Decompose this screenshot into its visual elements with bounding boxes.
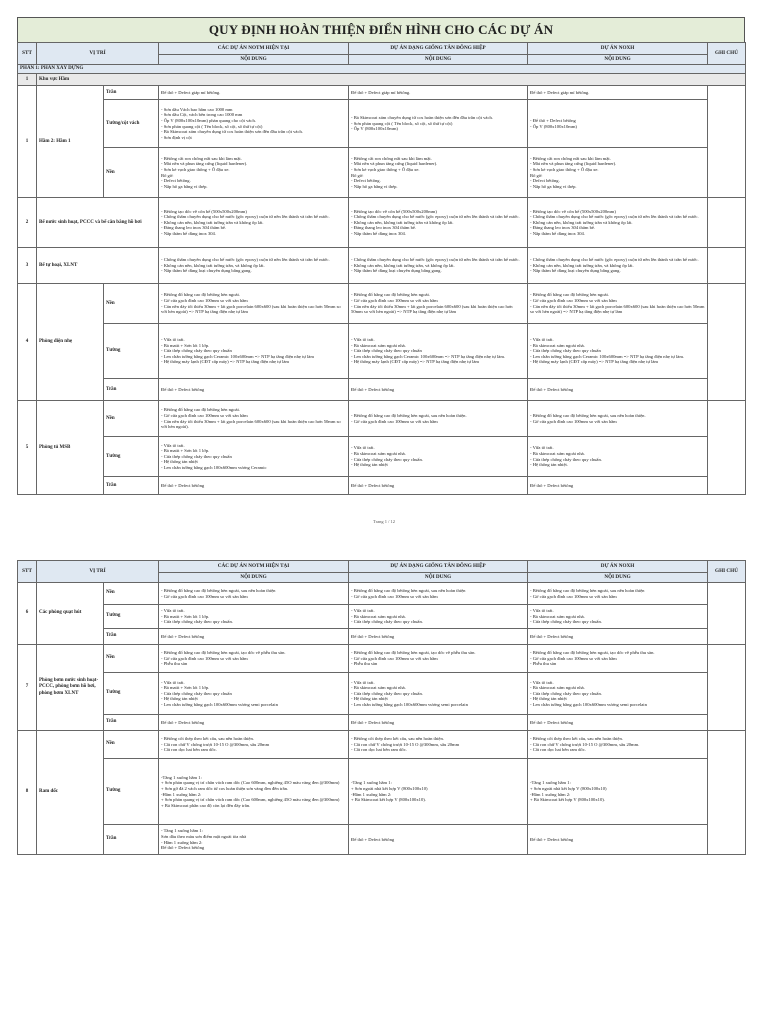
cell-noxh: - Bêtông đổ bằng cao độ bêtông hèn ngoài. - Gờ cửa gạch đinh cao 100mm so với sàn hầm - Cán nền dày tối thiểu 30mm + lát gạch porcelain 600x600 (sau khi hoàn thiện cao hơn 50mm so với hèn ngoài) => NTP hạ tầng điện nhẹ tự làm — [528, 284, 708, 324]
cell-ghichu — [708, 248, 746, 284]
cell-tan-dong-hiep: Để thô + Defect giáp mí bêtông. — [349, 86, 528, 100]
cell-noxh: - Vữa tô trát. - Bả skimcoat xám ngoài nhà. - Cửa thép chống cháy theo quy chuẩn - Len chân tường bằng gạch Ceramic 100x600mm => NTP hạ tầng điện nhẹ tự làm. - Hệ thống máy lạnh (CĐT cấp máy) => NTP hạ tầng điện nhẹ tự làm — [528, 324, 708, 379]
cell-noxh: Để thô + Defect bêtông — [528, 477, 708, 495]
cell-notm: - Bêtông tạo dốc về cốn bể (500x500x200mm) - Chống thấm chuyên dụng cho bể nước (gốc epoxy) cuộn từ nền lên thành và trần bể nước. - Không cán nền, không trát tường trần và không ốp lát. - Đảng thang leo inox 304 thăm bể. - Nắp thăm bể dùng inox 304. — [159, 198, 349, 248]
cell-noxh: - Bêtông cốt thép theo kết cấu, sau nền hoàn thiện. - Cắt ron chữ V chống trượt 10-15 O @300mm, sâu 20mm. - Cắt ron dọc hai bên ram dốc. — [528, 731, 708, 759]
cell-notm: -Tầng 1 xuống hầm 1: + Sơn phản quang vị trí chân vách ram dốc (Cao 600mm, nghiêng 45O màu vàng đen @300mm) + Sơn gờ đá 2 vách ram dốc từ cos hoàn thiện sơn vàng đen đến trần. -Hầm 1 xuống hầm 2: + Sơn phản quang vị trí chân vách ram dốc (Cao 600mm, nghiêng 45O màu vàng đen @300mm) + Bả Skimcoat phần cao độ còn lại đến đáy trần. — [159, 759, 349, 825]
finishing-table-page-2 — [17, 560, 746, 855]
cell-tan-dong-hiep: - Bêtông cắt ron chống nứt sau khi làm mặt. - Mài nền và phun tăng cứng (liquid hardener). - Sơn kẻ vạch giao thông + Ô đậu xe. Bố gờ: - Defect bêtông. - Nắp hố ga bằng vỉ thép. — [349, 148, 528, 198]
page-number: Trang 1 / 12 — [373, 519, 395, 524]
row-number: 5 — [18, 401, 37, 495]
header-ghichu: GHI CHÚ — [708, 561, 746, 583]
sub-location: Trần — [104, 379, 159, 401]
header-vitri: VỊ TRÍ — [37, 43, 159, 65]
sub-location: Nền — [104, 284, 159, 324]
sub-location: Tường — [104, 437, 159, 477]
cell-tan-dong-hiep: - Vữa tô trát. - Bả skimcoat xám ngoài nhà. - Cửa thép chống cháy theo quy chuẩn - Len chân tường bằng gạch Ceramic 100x600mm => NTP hạ tầng điện nhẹ tự làm. - Hệ thống máy lạnh (CĐT cấp máy) => NTP hạ tầng điện nhẹ tự làm — [349, 324, 528, 379]
cell-tan-dong-hiep: - Bêtông cốt thép theo kết cấu, sau nền hoàn thiện. - Cắt ron chữ V chống trượt 10-15 O @300mm, sâu 20mm - Cắt ron dọc hai bên ram dốc. — [349, 731, 528, 759]
cell-notm: - Sơn dầu Vách bao hầm cao 1000 mm - Sơn dầu Cột, vách bên trong cao 1000 mm - Ốp V (800x100x10mm) phản quang cho cột vách. - Sơn phản quang cột ( Tên block, số cột, số thứ tự cột) - Bả Skimcoat xám chuyên dụng từ cos hoàn thiện sơn đến đầu trần cột vách. - Sơn định vị cột — [159, 100, 349, 148]
sub-location: Tường — [104, 759, 159, 825]
header-noidung-b: NỘI DUNG — [349, 573, 528, 583]
location-name: Các phòng quạt hút — [37, 583, 104, 645]
sub-location: Nền — [104, 731, 159, 759]
cell-noxh: - Bêtông đổ bằng cao độ bêtông hèn ngoài, sau nền hoàn thiện - Gờ cửa gạch đinh cao 100mm so với sàn hầm — [528, 583, 708, 605]
header-col-a: CÁC DỰ ÁN NOTM HIỆN TẠI — [159, 561, 349, 573]
cell-tan-dong-hiep: Để thô + Defect bêtông — [349, 825, 528, 855]
cell-tan-dong-hiep: - Vữa tô trát. - Bả skimcoat xám ngoài nhà. - Cửa thép chống cháy theo quy chuẩn. - Hệ thống tản nhiệt - Len chân tường bằng gạch 100x600mm vương semi porcelain — [349, 673, 528, 715]
cell-ghichu — [708, 645, 746, 731]
cell-notm: Để thô + Defect bêtông — [159, 379, 349, 401]
cell-noxh: Để thô + Defect bêtông — [528, 629, 708, 645]
cell-notm: - Bêtông đổ bằng cao độ bêtông hèn ngoài. - Gờ cửa gạch đinh cao 100mm so với sàn hầm - Cán nền dày tối thiểu 30mm + lát gạch porcelain 600x600 (sau khi hoàn thiện cao hơn 50mm so với hèn ngoài). — [159, 401, 349, 437]
cell-notm: - Bêtông đổ bằng cao độ bêtông hèn ngoài, sau nền hoàn thiện - Gờ cửa gạch đinh cao 100mm so với sàn hầm — [159, 583, 349, 605]
cell-notm: - Vữa tô trát. - Bả matit + Sơn lót 1 lớp. - Cửa thép chống cháy theo quy chuẩn - Hệ thống tản nhiệt - Len chân tường bằng gạch 100x600mm vương Ceramic — [159, 437, 349, 477]
cell-notm: - Tầng 1 xuống hầm 1: Sơn dầu theo màu sơn điểm mặt ngoài tòa nhà - Hầm 1 xuống hầm 2: Để thô + Defect bêtông — [159, 825, 349, 855]
cell-noxh: - Vữa tô trát. - Bả skimcoat xám ngoài nhà. - Cửa thép chống cháy theo quy chuẩn. - Hệ thống tản nhiệt. — [528, 437, 708, 477]
cell-noxh: Để thô + Defect bêtông — [528, 825, 708, 855]
row-number: 8 — [18, 731, 37, 855]
header-stt: STT — [18, 561, 37, 583]
section-label: Khu vực Hầm — [37, 74, 746, 86]
header-col-a: CÁC DỰ ÁN NOTM HIỆN TẠI — [159, 43, 349, 55]
cell-ghichu — [708, 284, 746, 401]
sheet-page-1 — [17, 17, 745, 495]
header-noidung-c: NỘI DUNG — [528, 573, 708, 583]
header-col-b: DỰ ÁN DẠNG GIỐNG TÂN ĐÔNG HIỆP — [349, 43, 528, 55]
location-name: Phòng tủ MSB — [37, 401, 104, 495]
cell-ghichu — [708, 583, 746, 645]
cell-noxh: - Vữa tô trát. - Bả skimcoat xám ngoài nhà. - Cửa thép chống cháy theo quy chuẩn. — [528, 605, 708, 629]
cell-notm: - Bêtông cốt thép theo kết cấu, sau nền hoàn thiện. - Cắt ron chữ V chống trượt 10-15 O @300mm, sâu 20mm - Cắt ron dọc hai bên ram dốc. — [159, 731, 349, 759]
cell-notm: - Bêtông cắt ron chống nứt sau khi làm mặt. - Mài nền và phun tăng cứng (liquid hardener). - Sơn kẻ vạch giao thông + Ô đậu xe. Bố gờ: - Defect bêtông. - Nắp hố ga bằng vỉ thép. — [159, 148, 349, 198]
cell-tan-dong-hiep: Để thô + Defect bêtông — [349, 715, 528, 731]
sub-location: Trần — [104, 477, 159, 495]
cell-tan-dong-hiep: - Bêtông đổ bằng cao độ bêtông hèn ngoài, sau nền hoàn thiện - Gờ cửa gạch đinh cao 100mm so với sàn hầm — [349, 583, 528, 605]
finishing-table-page-1 — [17, 42, 746, 495]
row-number: 4 — [18, 284, 37, 401]
header-stt: STT — [18, 43, 37, 65]
cell-tan-dong-hiep: - Bêtông đổ bằng cao độ bêtông hèn ngoài. - Gờ cửa gạch đinh cao 100mm so với sàn hầm - Cán nền dày tối thiểu 30mm + lát gạch porcelain 600x600 (sau khi hoàn thiện cao hơn 50mm so với hèn ngoài) => NTP hạ tầng điện nhẹ tự làm — [349, 284, 528, 324]
location-name: Bể nước sinh hoạt, PCCC và bể cân bằng hồ bơi — [37, 198, 159, 248]
cell-tan-dong-hiep: Để thô + Defect bêtông — [349, 477, 528, 495]
sub-location: Tường — [104, 324, 159, 379]
cell-ghichu — [708, 731, 746, 855]
row-number: 1 — [18, 86, 37, 198]
cell-tan-dong-hiep: Để thô + Defect bêtông — [349, 629, 528, 645]
cell-notm: Để thô + Defect bêtông — [159, 715, 349, 731]
cell-tan-dong-hiep: - Vữa tô trát. - Bả skimcoat xám ngoài nhà. - Cửa thép chống cháy theo quy chuẩn. — [349, 605, 528, 629]
sub-location: Tường — [104, 605, 159, 629]
sub-location: Tường/cột vách — [104, 100, 159, 148]
header-noidung-c: NỘI DUNG — [528, 55, 708, 65]
cell-tan-dong-hiep: Để thô + Defect bêtông — [349, 379, 528, 401]
row-number: 3 — [18, 248, 37, 284]
sheet-page-2 — [17, 560, 745, 855]
cell-noxh: Để thô + Defect giáp mí bêtông. — [528, 86, 708, 100]
header-noidung-a: NỘI DUNG — [159, 55, 349, 65]
cell-tan-dong-hiep: - Bêtông đổ bằng cao độ bêtông hèn ngoài, tạo dốc về phễu thu sàn. - Gờ cửa gạch đinh cao 100mm so với sàn hầm - Phễu thu sàn — [349, 645, 528, 673]
cell-notm: - Vữa tô trát. - Bả matit + Sơn lót 1 lớp. - Cửa thép chống cháy theo quy chuẩn. — [159, 605, 349, 629]
header-noidung-b: NỘI DUNG — [349, 55, 528, 65]
location-name: Hầm 2: Hầm 1 — [37, 86, 104, 198]
header-vitri: VỊ TRÍ — [37, 561, 159, 583]
cell-ghichu — [708, 401, 746, 495]
cell-noxh: -Tầng 1 xuống hầm 1: + Sơn ngoài nhà kết hợp V (800x100x10) -Hầm 1 xuống hầm 2: + Bả Skimcoat kết hợp V (800x100x10). — [528, 759, 708, 825]
row-number: 2 — [18, 198, 37, 248]
cell-notm: - Bêtông đổ bằng cao độ bêtông hèn ngoài, tạo dốc về phễu thu sàn. - Gờ cửa gạch đinh cao 100mm so với sàn hầm - Phễu thu sàn — [159, 645, 349, 673]
sub-location: Tường — [104, 673, 159, 715]
header-col-c: DỰ ÁN NOXH — [528, 561, 708, 573]
location-name: Ram dốc — [37, 731, 104, 855]
cell-noxh: - Bêtông đổ bằng cao độ bêtông hèn ngoài, sau nền hoàn thiện. - Gờ cửa gạch đinh cao 100mm so với sàn hầm — [528, 401, 708, 437]
sub-location: Trần — [104, 86, 159, 100]
cell-notm: Để thô + Defect giáp mí bêtông. — [159, 86, 349, 100]
cell-tan-dong-hiep: - Bêtông đổ bằng cao độ bêtông hèn ngoài, sau nền hoàn thiện. - Gờ cửa gạch đinh cao 100mm so với sàn hầm — [349, 401, 528, 437]
cell-ghichu — [708, 86, 746, 198]
sub-location: Nền — [104, 645, 159, 673]
cell-notm: - Bêtông đổ bằng cao độ bêtông hèn ngoài. - Gờ cửa gạch đinh cao 100mm so với sàn hầm - Cán nền dày tối thiểu 30mm + lát gạch porcelain 600x600 (sau khi hoàn thiện cao hơn 50mm so với hèn ngoài) => NTP hạ tầng điện nhẹ tự làm — [159, 284, 349, 324]
cell-tan-dong-hiep: - Chống thấm chuyên dụng cho bể nước (gốc epoxy) cuộn từ nền lên thành và trần bể nước. - Không cán nền, không trát tường trần, và không ốp lát. - Nắp thăm bể dùng loại chuyên dụng bằng gang. — [349, 248, 528, 284]
cell-tan-dong-hiep: -Tầng 1 xuống hầm 1: + Sơn ngoài nhà kết hợp V (800x100x10) -Hầm 1 xuống hầm 2: + Bả Skimcoat kết hợp V (800x100x10). — [349, 759, 528, 825]
cell-noxh: - Vữa tô trát. - Bả skimcoat xám ngoài nhà. - Cửa thép chống cháy theo quy chuẩn. - Hệ thống tản nhiệt - Len chân tường bằng gạch 100x600mm vương semi porcelain — [528, 673, 708, 715]
sub-location: Trần — [104, 825, 159, 855]
document-title: QUY ĐỊNH HOÀN THIỆN ĐIỂN HÌNH CHO CÁC DỰ ÁN — [17, 17, 745, 42]
cell-noxh: - Để thô + Defect bêtông - Ốp V (800x100x10mm) — [528, 100, 708, 148]
location-name: Phòng bơm nước sinh hoạt-PCCC, phòng bơm hồ bơi, phòng bơm XLNT — [37, 645, 104, 731]
cell-ghichu — [708, 198, 746, 248]
header-ghichu: GHI CHÚ — [708, 43, 746, 65]
cell-tan-dong-hiep: - Bả Skimcoat xám chuyên dụng từ cos hoàn thiện sơn đến đầu trần cột vách. - Sơn phản quang cột ( Tên block, số cột, số thứ tự cột) - Ốp V (800x100x10mm) — [349, 100, 528, 148]
phase-label: PHẦN 1: PHẦN XÂY DỰNG — [18, 65, 746, 74]
cell-notm: - Chống thấm chuyên dụng cho bể nước (gốc epoxy) cuộn từ nền lên thành và trần bể nước. - Không cán nền, không trát tường trần, và không ốp lát. - Nắp thăm bể dùng loại chuyên dụng bằng gang. — [159, 248, 349, 284]
location-name: Phòng điện nhẹ — [37, 284, 104, 401]
cell-tan-dong-hiep: - Bêtông tạo dốc về cốn bể (500x500x200mm) - Chống thấm chuyên dụng cho bể nước (gốc epoxy) cuộn từ nền lên thành và trần bể nước. - Không cán nền, không trát tường trần và không ốp lát. - Đảng thang leo inox 304 thăm bể. - Nắp thăm bể dùng inox 304. — [349, 198, 528, 248]
header-col-b: DỰ ÁN DẠNG GIỐNG TÂN ĐÔNG HIỆP — [349, 561, 528, 573]
cell-notm: - Vữa tô trát. - Bả matit + Sơn lót 1 lớp. - Cửa thép chống cháy theo quy chuẩn - Len chân tường bằng gạch Ceramic 100x600mm => NTP hạ tầng điện nhẹ tự làm - Hệ thống máy lạnh (CĐT cấp máy) => NTP hạ tầng điện nhẹ tự làm — [159, 324, 349, 379]
cell-notm: Để thô + Defect bêtông — [159, 477, 349, 495]
sub-location: Trần — [104, 629, 159, 645]
cell-notm: - Vữa tô trát. - Bả matit + Sơn lót 1 lớp. - Cửa thép chống cháy theo quy chuẩn - Hệ thống tản nhiệt - Len chân tường bằng gạch 100x600mm vương semi porcelain — [159, 673, 349, 715]
cell-tan-dong-hiep: - Vữa tô trát. - Bả skimcoat xám ngoài nhà. - Cửa thép chống cháy theo quy chuẩn. - Hệ thống tản nhiệt — [349, 437, 528, 477]
row-number: 6 — [18, 583, 37, 645]
location-name: Bể tự hoại, XLNT — [37, 248, 159, 284]
row-number: 7 — [18, 645, 37, 731]
cell-noxh: - Chống thấm chuyên dụng cho bể nước (gốc epoxy) cuộn từ nền lên thành và trần bể nước. - Không cán nền, không trát tường trần, và không ốp lát. - Nắp thăm bể dùng loại chuyên dụng bằng gang. — [528, 248, 708, 284]
cell-noxh: - Bêtông cắt ron chống nứt sau khi làm mặt. - Mài nền và phun tăng cứng (liquid hardener). - Sơn kẻ vạch giao thông + Ô đậu xe. Bố gờ: - Defect bêtông. - Nắp hố ga bằng vỉ thép. — [528, 148, 708, 198]
sub-location: Nền — [104, 401, 159, 437]
cell-noxh: Để thô + Defect bêtông — [528, 715, 708, 731]
cell-noxh: Để thô + Defect bêtông — [528, 379, 708, 401]
cell-notm: Để thô + Defect bêtông — [159, 629, 349, 645]
sub-location: Trần — [104, 715, 159, 731]
header-noidung-a: NỘI DUNG — [159, 573, 349, 583]
section-number: 1 — [18, 74, 37, 86]
header-col-c: DỰ ÁN NOXH — [528, 43, 708, 55]
sub-location: Nền — [104, 148, 159, 198]
sub-location: Nền — [104, 583, 159, 605]
cell-noxh: - Bêtông tạo dốc về cốn bể (500x500x200mm) - Chống thấm chuyên dụng cho bể nước (gốc epoxy) cuộn từ nền lên thành và trần bể nước. - Không cán nền, không trát tường trần và không ốp lát. - Đảng thang leo inox 304 thăm bể. - Nắp thăm bể dùng inox 304. — [528, 198, 708, 248]
cell-noxh: - Bêtông đổ bằng cao độ bêtông hèn ngoài, tạo dốc về phễu thu sàn. - Gờ cửa gạch đinh cao 100mm so với sàn hầm - Phễu thu sàn — [528, 645, 708, 673]
